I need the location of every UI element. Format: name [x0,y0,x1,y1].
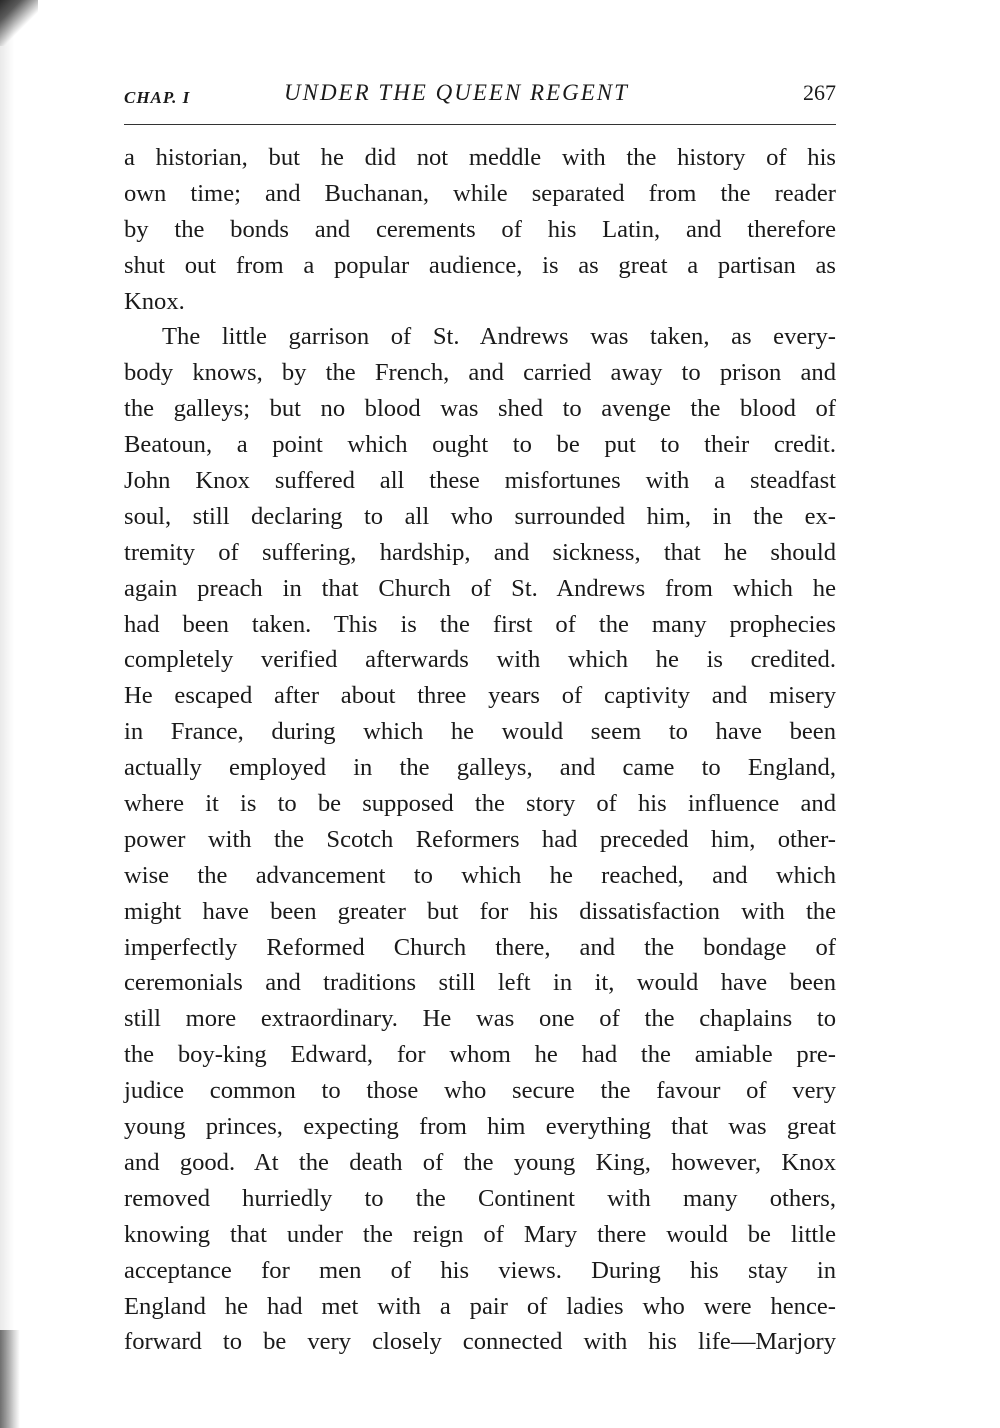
text-line: might have been greater but for his dissatisfaction with the [124,897,836,925]
text-line: a historian, but he did not meddle with the history of his [124,144,836,171]
text-line: actually employed in the galleys, and came to England, [124,754,836,782]
text-line: He escaped after about three years of captivity and misery [124,682,836,710]
scan-corner-mark [0,0,38,46]
text-line: wise the advancement to which he reached, and which [124,861,836,889]
text-line: Beatoun, a point which ought to be put to their credit. [124,431,836,459]
text-line: where it is to be supposed the story of his influence and [124,790,836,818]
text-line: acceptance for men of his views. During his stay in [124,1256,836,1284]
text-line: imperfectly Reformed Church there, and the bondage of [124,933,836,961]
body-text [124,140,836,1360]
text-line: the galleys; but no blood was shed to avenge the blood of [124,395,836,423]
text-line: removed hurriedly to the Continent with many others, [124,1184,836,1212]
text-line: Knox. [124,287,185,315]
text-line: soul, still declaring to all who surrounded him, in the ex- [124,502,836,530]
page-number: 267 [803,80,836,105]
running-title: UNDER THE QUEEN REGENT [284,80,629,105]
text-line: John Knox suffered all these misfortunes with a steadfast [124,467,836,495]
text-line: power with the Scotch Reformers had preceded him, other- [124,825,836,853]
text-line: had been taken. This is the first of the many prophecies [124,610,836,638]
running-header [124,78,836,114]
text-line: England he had met with a pair of ladies who were hence- [124,1292,836,1320]
text-line: own time; and Buchanan, while separated from the reader [124,179,836,207]
text-line: again preach in that Church of St. Andrews from which he [124,574,836,602]
text-line: young princes, expecting from him everything that was great [124,1113,836,1141]
text-line: forward to be very closely connected with his life—Marjory [124,1328,836,1356]
text-line: The little garrison of St. Andrews was taken, as every- [162,323,836,351]
chapter-label: CHAP. I [124,88,191,107]
text-line: shut out from a popular audience, is as great a partisan as [124,251,836,279]
text-line: tremity of suffering, hardship, and sickness, that he should [124,538,836,566]
scan-edge-shadow [0,0,14,1428]
scan-binding-shadow [0,1330,20,1428]
text-line: and good. At the death of the young King, however, Knox [124,1148,836,1176]
header-rule [124,124,836,125]
text-line: completely verified afterwards with which he is credited. [124,646,836,674]
text-line: body knows, by the French, and carried away to prison and [124,359,836,387]
text-line: still more extraordinary. He was one of the chaplains to [124,1005,836,1033]
text-line: the boy-king Edward, for whom he had the amiable pre- [124,1041,836,1069]
text-line: in France, during which he would seem to have been [124,718,836,746]
text-line: by the bonds and cerements of his Latin, and therefore [124,215,836,243]
text-line: knowing that under the reign of Mary there would be little [124,1220,836,1248]
text-line: judice common to those who secure the favour of very [124,1077,836,1105]
text-line: ceremonials and traditions still left in it, would have been [124,969,836,997]
